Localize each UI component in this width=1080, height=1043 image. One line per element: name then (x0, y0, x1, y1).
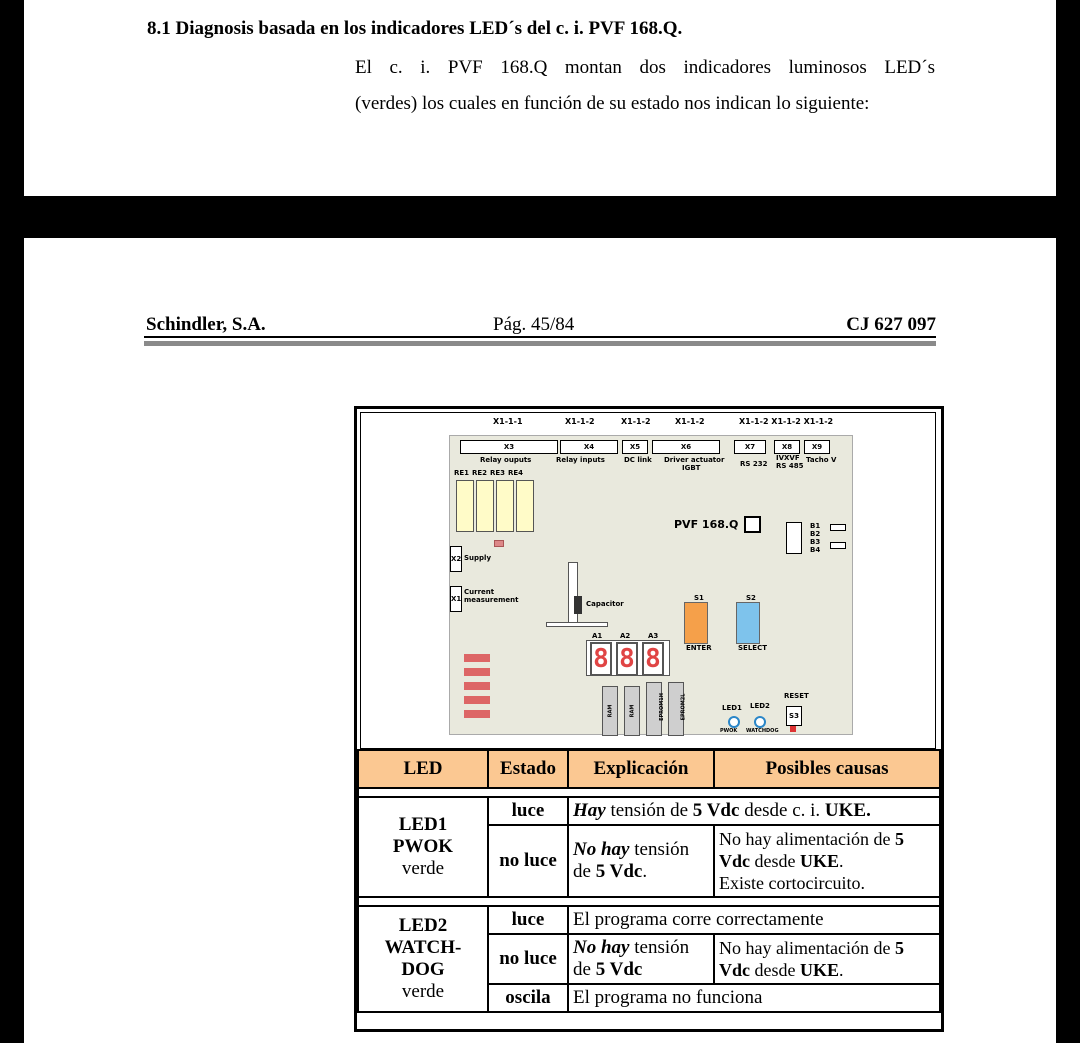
led1-on-expl-a: tensión de (605, 800, 693, 821)
label-x112-group: X1-1-2 X1-1-2 X1-1-2 (739, 417, 834, 426)
fuse (494, 540, 504, 547)
separator-row (358, 897, 940, 906)
label-re3: RE3 (490, 469, 506, 477)
col-header-estado: Estado (488, 750, 568, 788)
led1-indicator (728, 716, 740, 728)
led1-cause-a: No hay alimentación de (719, 829, 895, 849)
led1-on-expl-b: 5 Vdc (692, 800, 740, 821)
chip-eprom1h (646, 682, 665, 736)
page-top (24, 0, 1056, 196)
pcb-board (449, 435, 853, 735)
connector-x1: X1 (450, 586, 462, 612)
chip-eprom2l (668, 682, 687, 736)
label-dc-link: DC link (624, 456, 652, 464)
footer-rule-shadow (144, 341, 936, 346)
intro-line-2: (verdes) los cuales en función de su estado nos indican lo siguiente: (355, 93, 870, 114)
led1-cause-b: 5 Vdc (719, 829, 904, 871)
label-s2: S2 (746, 594, 756, 602)
dip-switch (786, 522, 802, 554)
connector-x9: X9 (804, 440, 830, 454)
label-re2: RE2 (472, 469, 488, 477)
reset-marker (790, 726, 796, 732)
label-re4: RE4 (508, 469, 524, 477)
jumper-1 (830, 524, 846, 531)
enter-button (684, 602, 708, 644)
connector-x8: X8 (774, 440, 800, 454)
led2-cause-e: . (839, 960, 844, 980)
label-re1: RE1 (454, 469, 470, 477)
led2-cause-d: UKE (799, 960, 839, 980)
label-enter: ENTER (686, 644, 712, 652)
led1-on-expl-it: Hay (573, 800, 606, 821)
led2-cause-b: 5 Vdc (719, 938, 904, 980)
led2-cell (358, 906, 488, 1012)
led2-sub1: WATCH- (384, 937, 462, 958)
label-current: Current (464, 588, 495, 596)
footer-company: Schindler, S.A. (146, 314, 266, 335)
led2-on-explanation: El programa corre correctamente (568, 906, 940, 934)
label-measurement: measurement (464, 596, 519, 604)
led1-state-on: luce (488, 797, 568, 825)
label-capacitor: Capacitor (586, 600, 624, 608)
col-header-led: LED (358, 750, 488, 788)
col-header-causas: Posibles causas (714, 750, 940, 788)
led1-off-expl-b: 5 Vdc (595, 861, 643, 882)
led1-off-causes (714, 825, 940, 897)
chip-ram-1-label: RAM (607, 704, 614, 718)
led1-cause-d: UKE (799, 851, 839, 871)
relay-re2 (476, 480, 494, 532)
label-led1: LED1 (722, 704, 742, 712)
connector-x3: X3 (460, 440, 558, 454)
label-led2: LED2 (750, 702, 770, 710)
led2-off-causes (714, 934, 940, 984)
intro-line-1: El c. i. PVF 168.Q montan dos indicadores luminosos LED´s (355, 57, 935, 78)
heatsink (568, 562, 578, 624)
label-b2: B2 (810, 530, 821, 538)
separator-row (358, 788, 940, 797)
label-x112-a: X1-1-2 (565, 417, 595, 426)
label-a3: A3 (648, 632, 659, 640)
page-bottom (24, 238, 1056, 1043)
led1-state-off: no luce (488, 825, 568, 897)
footer-rule (144, 336, 936, 338)
label-x111: X1-1-1 (493, 417, 523, 426)
label-b3: B3 (810, 538, 821, 546)
led2-indicator (754, 716, 766, 728)
label-tacho: Tacho V (806, 456, 837, 464)
heatsink-base (546, 622, 608, 627)
led-diagnosis-table (357, 749, 941, 1013)
label-relay-outputs: Relay ouputs (480, 456, 532, 464)
led1-sub: PWOK (392, 836, 454, 857)
chip-ram-2-label: RAM (629, 704, 636, 718)
led1-cell (358, 797, 488, 897)
footer-page-number: Pág. 45/84 (493, 314, 575, 335)
label-b4: B4 (810, 546, 821, 554)
figure-frame (354, 406, 944, 1032)
col-header-explicacion: Explicación (568, 750, 714, 788)
select-button (736, 602, 760, 644)
relay-re1 (456, 480, 474, 532)
label-a1: A1 (592, 632, 603, 640)
footer-doc-code: CJ 627 097 (846, 314, 936, 335)
chip-eprom2l-label: EPROM2L (680, 693, 687, 721)
board-diagram (360, 412, 936, 749)
label-ivxvf: IVXVF (776, 454, 800, 462)
label-igbt: IGBT (682, 464, 701, 472)
chip-eprom1h-label: EPROM1H (658, 693, 665, 721)
label-a2: A2 (620, 632, 631, 640)
led2-osc-explanation: El programa no funciona (568, 984, 940, 1012)
label-x112-b: X1-1-2 (621, 417, 651, 426)
led2-off-expl-b: 5 Vdc (595, 959, 643, 980)
led1-off-expl-a: tensión de (573, 839, 690, 882)
chip-ram-1 (602, 686, 618, 736)
led2-sub2: DOG (401, 959, 445, 980)
led2-cause-c: desde (750, 960, 800, 980)
connector-x6: X6 (652, 440, 720, 454)
led2-state-osc: oscila (488, 984, 568, 1012)
relay-re4 (516, 480, 534, 532)
led1-name: LED1 (398, 814, 448, 835)
led1-cause-f: Existe cortocircuito. (719, 873, 865, 893)
label-x112-c: X1-1-2 (675, 417, 705, 426)
led2-cause-a: No hay alimentación de (719, 938, 895, 958)
led1-on-expl-d: UKE. (824, 800, 871, 821)
table-row (358, 797, 940, 825)
display-digit-a1: 8 (590, 642, 612, 676)
display-digit-a2: 8 (616, 642, 638, 676)
connector-x5: X5 (622, 440, 648, 454)
board-title-box (744, 516, 761, 533)
connector-x2: X2 (450, 546, 462, 572)
table-row (358, 906, 940, 934)
table-header-row (358, 750, 940, 788)
led2-off-expl-it: No hay (573, 937, 630, 958)
label-select: SELECT (738, 644, 767, 652)
chip-ram-2 (624, 686, 640, 736)
label-rs232: RS 232 (740, 460, 768, 468)
led1-cause-e: . (839, 851, 844, 871)
board-title: PVF 168.Q (674, 518, 739, 531)
led2-off-expl-a: tensión de (573, 937, 690, 980)
led1-on-explanation (568, 797, 940, 825)
led1-off-explanation (568, 825, 714, 897)
display-digit-a3: 8 (642, 642, 664, 676)
led1-cause-c: desde (750, 851, 800, 871)
label-rs485: RS 485 (776, 462, 804, 470)
section-heading: 8.1 Diagnosis basada en los indicadores LED´s del c. i. PVF 168.Q. (147, 18, 683, 39)
label-s1: S1 (694, 594, 704, 602)
label-b1: B1 (810, 522, 821, 530)
led2-off-explanation (568, 934, 714, 984)
led1-on-expl-c: desde c. i. (739, 800, 825, 821)
led2-state-on: luce (488, 906, 568, 934)
resistor-array (464, 650, 490, 720)
jumper-2 (830, 542, 846, 549)
capacitor-part (574, 596, 582, 614)
label-watchdog: WATCHDOG (746, 728, 779, 734)
connector-x4: X4 (560, 440, 618, 454)
led1-off-expl-c: . (642, 861, 648, 882)
relay-re3 (496, 480, 514, 532)
label-reset: RESET (784, 692, 809, 700)
led2-state-off: no luce (488, 934, 568, 984)
label-supply: Supply (464, 554, 492, 562)
led2-name: LED2 (398, 915, 448, 936)
led2-color: verde (401, 981, 445, 1002)
led1-color: verde (401, 858, 445, 879)
label-relay-inputs: Relay inputs (556, 456, 605, 464)
label-pwok: PWOK (720, 728, 738, 734)
reset-switch-s3: S3 (786, 706, 802, 726)
label-driver-actuator: Driver actuator (664, 456, 725, 464)
connector-x7: X7 (734, 440, 766, 454)
led1-off-expl-it: No hay (573, 839, 630, 860)
